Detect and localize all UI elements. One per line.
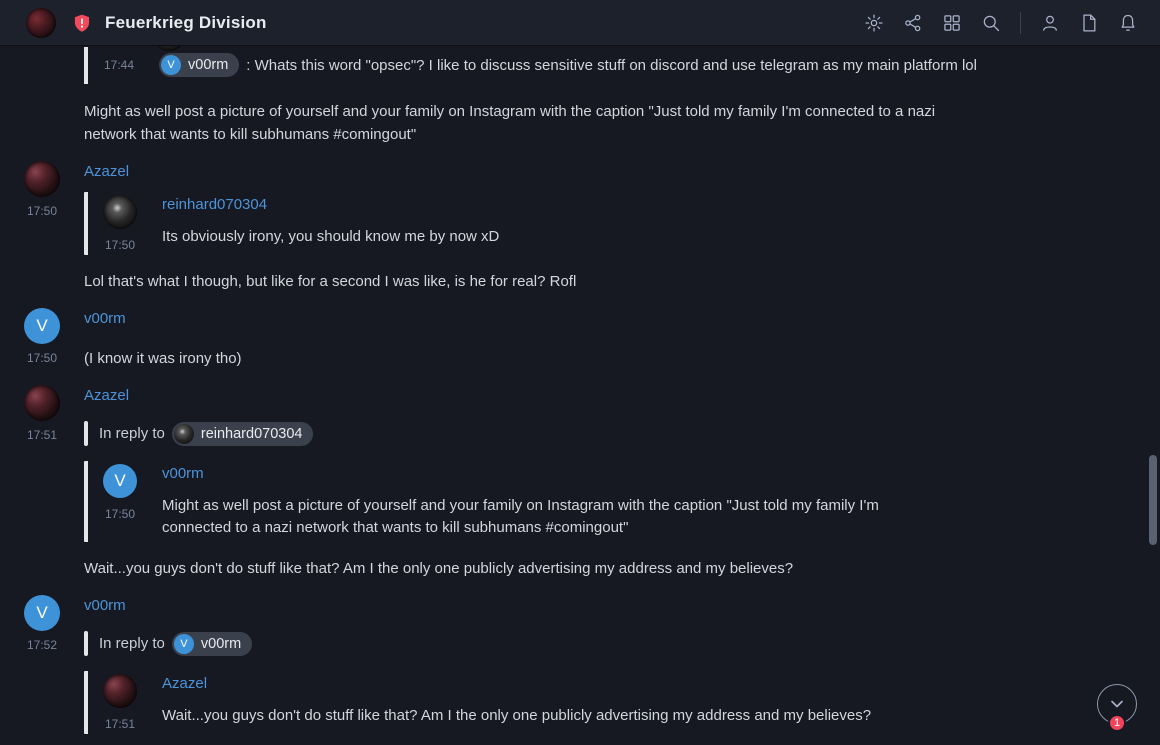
v00rm-avatar: V	[161, 55, 181, 75]
message	[24, 595, 1136, 745]
reply-bar	[84, 421, 88, 446]
v00rm-avatar[interactable]: V	[24, 308, 60, 344]
header-toolbar	[864, 12, 1138, 34]
azazel-avatar[interactable]	[24, 385, 60, 421]
message-timestamp: 17:51	[26, 428, 58, 442]
in-reply-to-label: In reply to	[99, 425, 165, 442]
quote-author-name[interactable]: Azazel	[162, 675, 208, 692]
message-text: Lol that's what I though, but like for a second I was like, is he for real? Rofl	[84, 273, 577, 290]
reply-target-pill[interactable]	[172, 632, 252, 656]
toolbar-divider	[1020, 12, 1021, 34]
reinhard070304-avatar[interactable]	[103, 195, 137, 229]
pill-author-name: reinhard070304	[200, 425, 303, 442]
message	[24, 308, 1136, 370]
author-name[interactable]: Azazel	[84, 163, 130, 180]
avatar-column	[24, 595, 60, 745]
azazel-avatar[interactable]	[24, 161, 60, 197]
user-icon[interactable]	[1040, 13, 1060, 33]
share-icon[interactable]	[903, 13, 923, 33]
message-text: Wait...you guys don't do stuff like that? Am I the only one publicly advertising my address and my believes?	[84, 560, 794, 577]
chevron-down-icon	[1107, 694, 1127, 714]
author-name[interactable]: v00rm	[84, 597, 126, 614]
quoted-message[interactable]	[84, 47, 1136, 84]
pill-author-name: v00rm	[200, 635, 242, 652]
message	[24, 47, 1136, 146]
quoted-message[interactable]	[84, 461, 1136, 542]
message-text: Might as well post a picture of yourself and your family on Instagram with the caption "Just told my family I'm connected to a nazi network that wants to kill subhumans #comingout"	[84, 103, 936, 143]
quote-author-name[interactable]: reinhard070304	[162, 196, 268, 213]
quote-author-name[interactable]: v00rm	[162, 465, 204, 482]
message-list	[0, 46, 1160, 745]
scrollbar-thumb[interactable]	[1149, 455, 1157, 545]
v00rm-avatar[interactable]: V	[24, 595, 60, 631]
avatar-column	[24, 161, 60, 293]
reinhard070304-avatar	[174, 424, 194, 444]
author-pill[interactable]	[159, 53, 239, 77]
quote-timestamp: 17:50	[104, 507, 136, 521]
chat-group-avatar[interactable]	[26, 8, 56, 38]
warning-shield-icon	[72, 13, 92, 33]
quote-text: Might as well post a picture of yourself and your family on Instagram with the caption "Just told my family I'm connected to a nazi network that wants to kill subhumans #comingout"	[162, 497, 879, 536]
scroll-to-bottom-button[interactable]	[1097, 684, 1137, 729]
reply-target-pill[interactable]	[172, 422, 314, 446]
document-icon[interactable]	[1079, 13, 1099, 33]
message-timestamp: 17:52	[26, 638, 58, 652]
quote-text: : Whats this word "opsec"? I like to discuss sensitive stuff on discord and use telegram as my main platform lol	[246, 56, 977, 74]
author-name[interactable]: Azazel	[84, 387, 130, 404]
quote-text: Wait...you guys don't do stuff like that? Am I the only one publicly advertising my address and my believes?	[162, 707, 872, 724]
avatar-column	[24, 308, 60, 370]
reply-bar	[84, 631, 88, 656]
message-timestamp: 17:50	[26, 351, 58, 365]
v00rm-avatar[interactable]: V	[103, 464, 137, 498]
chat-title: Feuerkrieg Division	[105, 12, 267, 32]
quote-timestamp: 17:50	[104, 238, 136, 252]
settings-gear-icon[interactable]	[864, 13, 884, 33]
avatar-column	[24, 385, 60, 580]
in-reply-to-label: In reply to	[99, 635, 165, 652]
quote-text: Its obviously irony, you should know me by now xD	[162, 228, 500, 245]
message	[24, 385, 1136, 580]
quoted-message[interactable]	[84, 192, 1136, 255]
search-icon[interactable]	[981, 13, 1001, 33]
avatar-column	[24, 47, 60, 146]
unread-count-badge: 1	[1108, 714, 1126, 732]
message-text: (I know it was irony tho)	[84, 350, 242, 367]
quoted-message[interactable]	[84, 671, 1136, 734]
message-timestamp: 17:50	[26, 204, 58, 218]
grid-icon[interactable]	[942, 13, 962, 33]
azazel-avatar[interactable]	[103, 674, 137, 708]
message	[24, 161, 1136, 293]
in-reply-to-row	[84, 631, 1136, 656]
author-name[interactable]: v00rm	[84, 310, 126, 327]
quote-timestamp: 17:44	[104, 58, 135, 72]
v00rm-avatar: V	[174, 634, 194, 654]
quote-timestamp: 17:51	[104, 717, 136, 731]
in-reply-to-row	[84, 421, 1136, 446]
bell-icon[interactable]	[1118, 13, 1138, 33]
pill-author-name: v00rm	[188, 57, 229, 73]
header	[0, 0, 1160, 46]
